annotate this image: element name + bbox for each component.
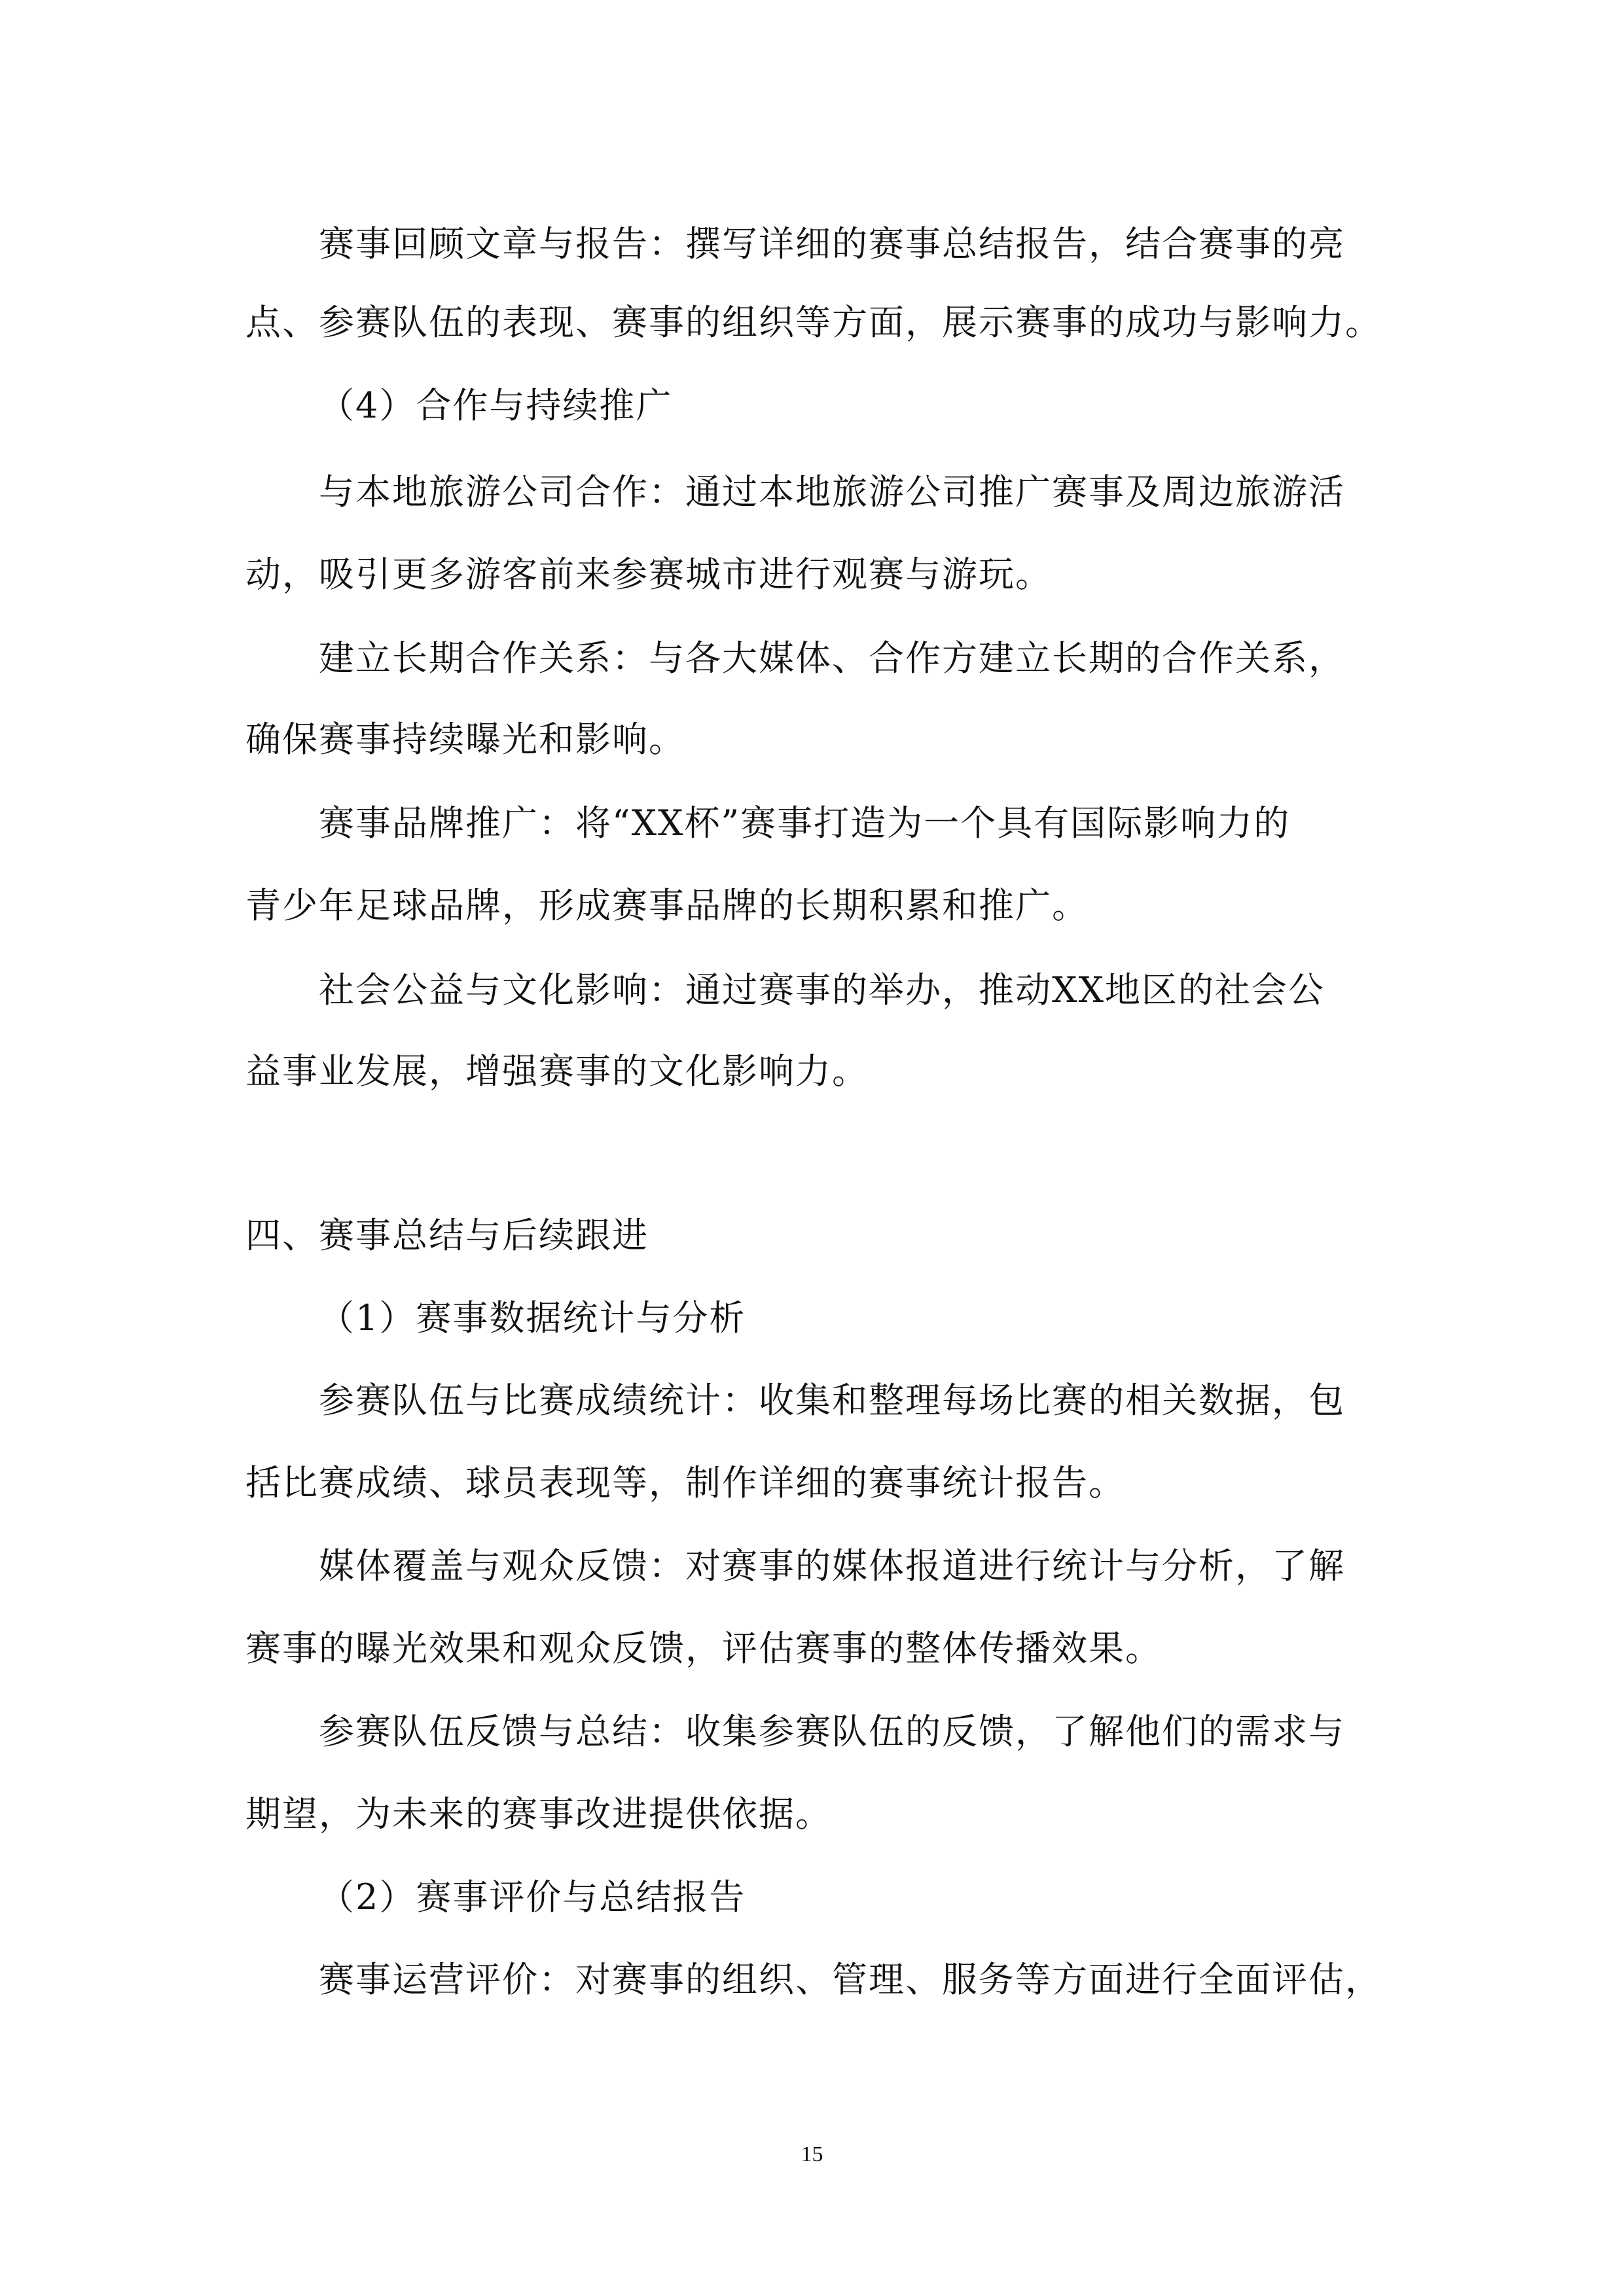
paragraph-line: 期望，为未来的赛事改进提供依据。 [245, 1793, 832, 1835]
paragraph-line: 赛事的曝光效果和观众反馈，评估赛事的整体传播效果。 [245, 1628, 1162, 1669]
paragraph-line: 括比赛成绩、球员表现等，制作详细的赛事统计报告。 [245, 1462, 1125, 1503]
paragraph-line: 益事业发展，增强赛事的文化影响力。 [245, 1050, 869, 1092]
paragraph-line: 赛事品牌推广：将“XX杯”赛事打造为一个具有国际影响力的 [319, 802, 1291, 844]
paragraph-line: 媒体覆盖与观众反馈：对赛事的媒体报道进行统计与分析，了解 [319, 1545, 1345, 1587]
paragraph-line: 参赛队伍与比赛成绩统计：收集和整理每场比赛的相关数据，包 [319, 1380, 1345, 1421]
paragraph-line: 青少年足球品牌，形成赛事品牌的长期积累和推广。 [245, 885, 1089, 926]
paragraph-line: 赛事运营评价：对赛事的组织、管理、服务等方面进行全面评估， [319, 1959, 1382, 2000]
paragraph-line: 点、参赛队伍的表现、赛事的组织等方面，展示赛事的成功与影响力。 [245, 302, 1382, 343]
page-number: 15 [801, 2142, 823, 2166]
subsection-heading: （1）赛事数据统计与分析 [319, 1297, 746, 1338]
subsection-heading: （4）合作与持续推广 [319, 385, 673, 426]
paragraph-line: 与本地旅游公司合作：通过本地旅游公司推广赛事及周边旅游活 [319, 471, 1345, 512]
paragraph-line: 社会公益与文化影响：通过赛事的举办，推动XX地区的社会公 [319, 969, 1325, 1011]
paragraph-line: 动，吸引更多游客前来参赛城市进行观赛与游玩。 [245, 554, 1052, 595]
paragraph-line: 赛事回顾文章与报告：撰写详细的赛事总结报告，结合赛事的亮 [319, 223, 1345, 264]
paragraph-line: 确保赛事持续曝光和影响。 [245, 719, 685, 760]
paragraph-line: 参赛队伍反馈与总结：收集参赛队伍的反馈，了解他们的需求与 [319, 1711, 1345, 1752]
section-heading: 四、赛事总结与后续跟进 [245, 1215, 649, 1256]
subsection-heading: （2）赛事评价与总结报告 [319, 1876, 746, 1918]
paragraph-line: 建立长期合作关系：与各大媒体、合作方建立长期的合作关系， [319, 637, 1345, 679]
